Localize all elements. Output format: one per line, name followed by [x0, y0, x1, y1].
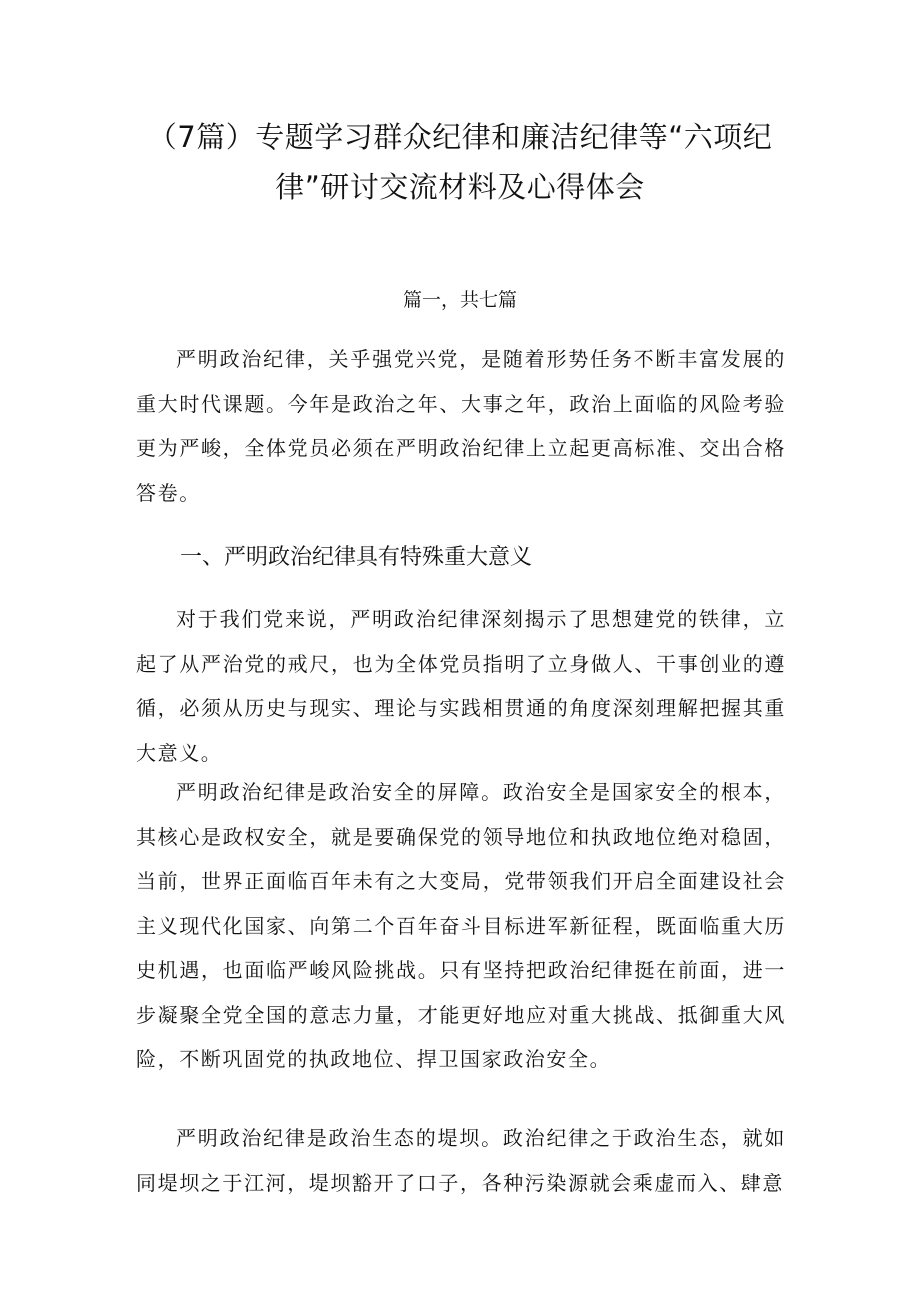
paragraph: 严明政治纪律是政治安全的屏障。政治安全是国家安全的根本，其核心是政权安全，就是要确保党的领导地位和执政地位绝对稳固，当前，世界正面临百年未有之大变局，党带领我们开启全面建设社会主义现代化国家、向第二个百年奋斗目标进军新征程，既面临重大历史机遇，也面临严峻风险挑战。只有坚持把政治纪律挺在前面，进一步凝聚全党全国的意志力量，才能更好地应对重大挑战、抵御重大风险，不断巩固党的执政地位、捍卫国家政治安全。 [136, 780, 786, 1071]
paragraph: 严明政治纪律，关乎强党兴党，是随着形势任务不断丰富发展的重大时代课题。今年是政治之年、大事之年，政治上面临的风险考验更为严峻，全体党员必须在严明政治纪律上立起更高标准、交出合格答卷。 [136, 347, 786, 505]
paragraph: 严明政治纪律是政治生态的堤坝。政治纪律之于政治生态，就如同堤坝之于江河，堤坝豁开了口子，各种污染源就会乘虚而入、肆意 [136, 1126, 786, 1195]
paragraph: 对于我们党来说，严明政治纪律深刻揭示了思想建党的铁律，立起了从严治党的戒尺，也为全体党员指明了立身做人、干事创业的遵循，必须从历史与现实、理论与实践相贯通的角度深刻理解把握其重大意义。 [136, 607, 786, 765]
section-heading: 一、严明政治纪律具有特殊重大意义 [180, 545, 533, 570]
document-subtitle: 篇一，共七篇 [402, 289, 517, 311]
document-title: （7篇）专题学习群众纪律和廉洁纪律等“六项纪律”研讨交流材料及心得体会 [147, 120, 773, 204]
